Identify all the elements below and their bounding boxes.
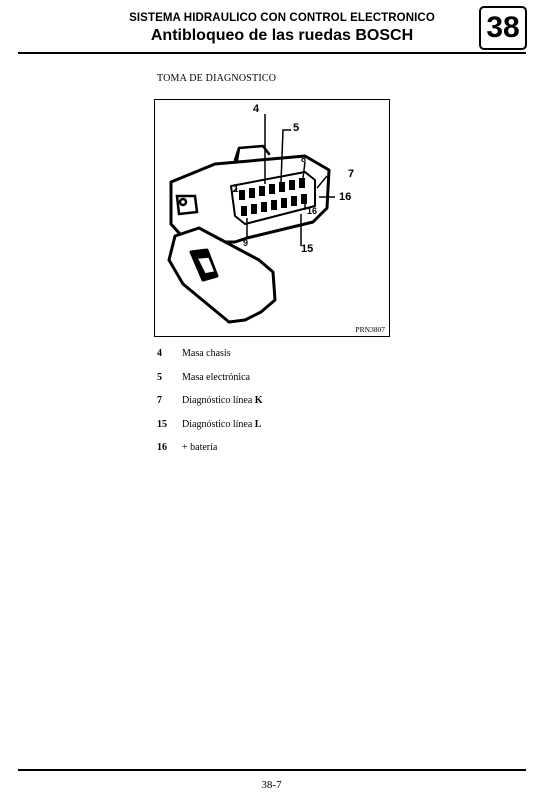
callout-8: 8 [301,154,307,164]
callout-5: 5 [293,122,300,134]
diagnostic-connector-figure [154,99,390,337]
legend-item [157,419,457,443]
figure-reference: PRN3807 [355,325,385,334]
callout-1: 1 [234,185,239,194]
callout-15: 15 [301,243,314,255]
legend-number: 7 [157,395,162,406]
page-number: 38-7 [261,779,282,791]
callout-4: 4 [253,103,260,115]
legend-number: 15 [157,418,167,430]
legend-number: 4 [157,348,162,359]
legend-number: 16 [157,442,167,453]
header-rule [18,52,526,54]
legend-text: Masa chasis [182,348,231,359]
legend-text: Masa electrónica [182,371,251,383]
legend-item [157,348,457,372]
callout-16-inner: 16 [307,206,318,216]
header-title: SISTEMA HIDRAULICO CON CONTROL ELECTRONICO [129,12,435,24]
legend-list [157,348,457,466]
chapter-number-box: 38 [479,6,527,50]
legend-item [157,395,457,419]
legend-item [157,442,457,466]
callout-16-right: 16 [339,191,352,203]
legend-text: Diagnóstico línea L [182,418,262,430]
footer-rule [18,769,526,771]
legend-text: Diagnóstico línea K [182,395,263,406]
legend-text: + batería [182,442,218,453]
legend-number: 5 [157,371,162,383]
legend-item [157,372,457,396]
callout-9: 9 [243,238,249,248]
connector-drawing [155,100,389,336]
callout-7: 7 [348,168,355,180]
header-subtitle: Antibloqueo de las ruedas BOSCH [150,27,414,44]
section-title: TOMA DE DIAGNOSTICO [157,73,277,84]
